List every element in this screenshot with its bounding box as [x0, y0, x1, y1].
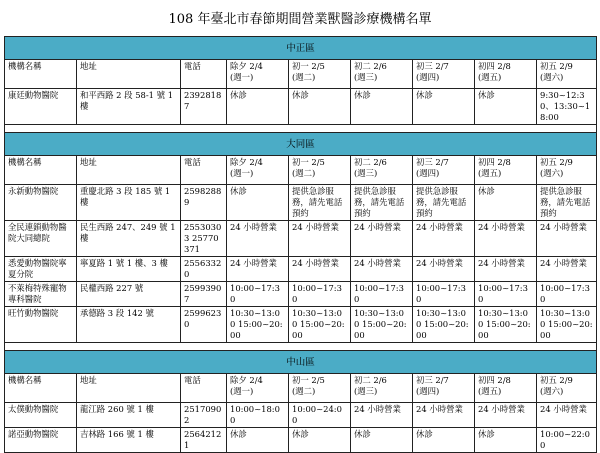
clinic-hours: 10:00~17:30	[351, 282, 413, 307]
table-row	[5, 89, 597, 125]
clinic-hours: 10:30~13:00 15:00~20:00	[413, 307, 475, 343]
header-day-weekday: (週一)	[230, 386, 254, 396]
clinic-hours: 休診	[227, 89, 289, 125]
table-row	[5, 428, 597, 453]
header-day	[413, 156, 475, 185]
clinic-hours: 10:30~13:00 15:00~20:00	[289, 307, 351, 343]
spacer-cell	[5, 343, 597, 351]
header-day-date: 初三 2/7	[416, 61, 449, 71]
clinic-hours: 10:00~17:30	[475, 282, 537, 307]
clinic-hours: 休診	[351, 89, 413, 125]
header-day-weekday: (週六)	[540, 386, 564, 396]
section-spacer	[5, 125, 597, 133]
header-day	[413, 374, 475, 403]
header-day-weekday: (週五)	[478, 386, 502, 396]
header-day	[289, 156, 351, 185]
header-day	[475, 374, 537, 403]
clinic-hours: 24 小時營業	[289, 221, 351, 257]
header-day-date: 初二 2/6	[354, 61, 387, 71]
clinic-phone: 25996230	[181, 307, 227, 343]
column-header-row	[5, 374, 597, 403]
district-row	[5, 351, 597, 374]
clinic-hours: 休診	[413, 89, 475, 125]
header-day-weekday: (週五)	[478, 72, 502, 82]
header-phone: 電話	[181, 156, 227, 185]
clinic-hours: 休診	[289, 428, 351, 453]
clinic-hours: 24 小時營業	[475, 403, 537, 428]
clinic-phone: 25642121	[181, 428, 227, 453]
clinic-hours: 24 小時營業	[475, 221, 537, 257]
header-day-date: 初五 2/9	[540, 61, 573, 71]
header-phone: 電話	[181, 374, 227, 403]
header-day	[351, 374, 413, 403]
header-day-weekday: (週三)	[354, 72, 378, 82]
clinic-hours: 24 小時營業	[227, 257, 289, 282]
clinic-hours: 提供急診服務，請先電話預約	[351, 185, 413, 221]
header-day-weekday: (週四)	[416, 386, 440, 396]
header-day-weekday: (週六)	[540, 72, 564, 82]
clinic-hours: 10:00~17:30	[537, 282, 597, 307]
header-day	[289, 374, 351, 403]
header-name: 機構名稱	[5, 374, 77, 403]
header-name: 機構名稱	[5, 60, 77, 89]
table-row	[5, 221, 597, 257]
header-day-date: 初五 2/9	[540, 375, 573, 385]
header-address: 地址	[77, 156, 181, 185]
column-header-row	[5, 156, 597, 185]
header-day-weekday: (週二)	[292, 72, 316, 82]
header-day-date: 初二 2/6	[354, 157, 387, 167]
clinic-address: 寧夏路 1 號 1 樓、3 樓	[77, 257, 181, 282]
header-day-date: 初三 2/7	[416, 157, 449, 167]
clinic-name: 太僕動物醫院	[5, 403, 77, 428]
clinic-name: 旺竹動物醫院	[5, 307, 77, 343]
clinic-hours: 提供急診服務，請先電話預約	[537, 185, 597, 221]
clinic-hours: 24 小時營業	[351, 403, 413, 428]
header-day-weekday: (週六)	[540, 168, 564, 178]
header-day	[227, 60, 289, 89]
clinic-phone: 25993907	[181, 282, 227, 307]
clinic-hours: 10:00~17:30	[413, 282, 475, 307]
clinic-hours: 24 小時營業	[537, 221, 597, 257]
spacer-cell	[5, 125, 597, 133]
clinic-hours: 24 小時營業	[413, 257, 475, 282]
clinic-hours: 24 小時營業	[289, 257, 351, 282]
header-day-weekday: (週五)	[478, 168, 502, 178]
clinic-phone: 25170902	[181, 403, 227, 428]
district-row	[5, 37, 597, 60]
clinic-address: 吉林路 166 號 1 樓	[77, 428, 181, 453]
clinic-address: 龍江路 260 號 1 樓	[77, 403, 181, 428]
district-header: 中山區	[5, 351, 597, 374]
header-day-date: 初一 2/5	[292, 375, 325, 385]
clinic-hours: 10:30~13:00 15:00~20:00	[475, 307, 537, 343]
header-day-date: 初一 2/5	[292, 61, 325, 71]
clinic-hours: 10:30~13:00 15:00~20:00	[537, 307, 597, 343]
clinic-name: 不萊梅特殊寵物專科醫院	[5, 282, 77, 307]
district-header: 大同區	[5, 133, 597, 156]
clinic-hours: 10:00~17:30	[289, 282, 351, 307]
header-day	[537, 156, 597, 185]
clinic-phone: 25530303 25770371	[181, 221, 227, 257]
district-row	[5, 133, 597, 156]
clinic-hours: 10:30~13:00 15:00~20:00	[227, 307, 289, 343]
clinic-phone: 25563320	[181, 257, 227, 282]
header-address: 地址	[77, 60, 181, 89]
clinic-hours: 24 小時營業	[475, 257, 537, 282]
clinic-name: 悉愛動物醫院寧夏分院	[5, 257, 77, 282]
clinic-hours: 休診	[227, 428, 289, 453]
header-day-weekday: (週四)	[416, 168, 440, 178]
clinic-address: 民生西路 247、249 號 1 樓	[77, 221, 181, 257]
header-address: 地址	[77, 374, 181, 403]
header-day	[227, 156, 289, 185]
clinic-hours: 休診	[289, 89, 351, 125]
header-day-date: 初四 2/8	[478, 157, 511, 167]
header-day	[475, 156, 537, 185]
document-title: 108 年臺北市春節期間營業獸醫診療機構名單	[168, 12, 432, 27]
clinic-hours: 24 小時營業	[351, 257, 413, 282]
clinic-phone: 23928187	[181, 89, 227, 125]
header-day-date: 初二 2/6	[354, 375, 387, 385]
header-day-weekday: (週二)	[292, 168, 316, 178]
district-header: 中正區	[5, 37, 597, 60]
table-row	[5, 307, 597, 343]
clinic-hours: 24 小時營業	[351, 221, 413, 257]
header-day-date: 初四 2/8	[478, 375, 511, 385]
clinic-roster-table	[4, 36, 597, 453]
clinic-name: 全民連鎖動物醫院大同總院	[5, 221, 77, 257]
clinic-hours: 10:00~22:00	[537, 428, 597, 453]
header-phone: 電話	[181, 60, 227, 89]
table-row	[5, 257, 597, 282]
header-day	[413, 60, 475, 89]
clinic-hours: 休診	[475, 428, 537, 453]
header-day-date: 除夕 2/4	[230, 157, 263, 167]
header-day-weekday: (週四)	[416, 72, 440, 82]
clinic-hours: 24 小時營業	[537, 403, 597, 428]
clinic-hours: 9:30~12:30、13:30~18:00	[537, 89, 597, 125]
clinic-hours: 提供急診服務，請先電話預約	[413, 185, 475, 221]
clinic-phone: 25982889	[181, 185, 227, 221]
clinic-name: 永新動物醫院	[5, 185, 77, 221]
clinic-address: 民權西路 227 號	[77, 282, 181, 307]
clinic-name: 康廷動物醫院	[5, 89, 77, 125]
column-header-row	[5, 60, 597, 89]
header-day-date: 除夕 2/4	[230, 375, 263, 385]
clinic-hours: 10:00~24:00	[289, 403, 351, 428]
clinic-hours: 24 小時營業	[413, 403, 475, 428]
clinic-hours: 24 小時營業	[413, 221, 475, 257]
clinic-hours: 10:00~18:00	[227, 403, 289, 428]
clinic-hours: 休診	[475, 185, 537, 221]
header-day	[351, 156, 413, 185]
header-day	[475, 60, 537, 89]
clinic-hours: 休診	[351, 428, 413, 453]
header-day-weekday: (週一)	[230, 168, 254, 178]
header-day	[289, 60, 351, 89]
header-day-date: 初一 2/5	[292, 157, 325, 167]
header-day-weekday: (週一)	[230, 72, 254, 82]
header-day-date: 初四 2/8	[478, 61, 511, 71]
clinic-hours: 休診	[227, 185, 289, 221]
table-row	[5, 282, 597, 307]
header-day	[537, 60, 597, 89]
clinic-hours: 休診	[413, 428, 475, 453]
section-spacer	[5, 343, 597, 351]
clinic-hours: 24 小時營業	[227, 221, 289, 257]
header-day-date: 除夕 2/4	[230, 61, 263, 71]
clinic-address: 承德路 3 段 142 號	[77, 307, 181, 343]
header-day-weekday: (週三)	[354, 386, 378, 396]
clinic-hours: 提供急診服務，請先電話預約	[289, 185, 351, 221]
header-day	[227, 374, 289, 403]
clinic-name: 諾亞動物醫院	[5, 428, 77, 453]
clinic-hours: 休診	[475, 89, 537, 125]
header-day	[351, 60, 413, 89]
header-day-weekday: (週三)	[354, 168, 378, 178]
header-day-date: 初三 2/7	[416, 375, 449, 385]
clinic-address: 和平西路 2 段 58-1 號 1 樓	[77, 89, 181, 125]
header-day-date: 初五 2/9	[540, 157, 573, 167]
clinic-hours: 24 小時營業	[537, 257, 597, 282]
header-day	[537, 374, 597, 403]
header-day-weekday: (週二)	[292, 386, 316, 396]
header-name: 機構名稱	[5, 156, 77, 185]
clinic-address: 重慶北路 3 段 185 號 1 樓	[77, 185, 181, 221]
clinic-hours: 10:00~17:30	[227, 282, 289, 307]
table-row	[5, 403, 597, 428]
table-row	[5, 185, 597, 221]
clinic-hours: 10:30~13:00 15:00~20:00	[351, 307, 413, 343]
